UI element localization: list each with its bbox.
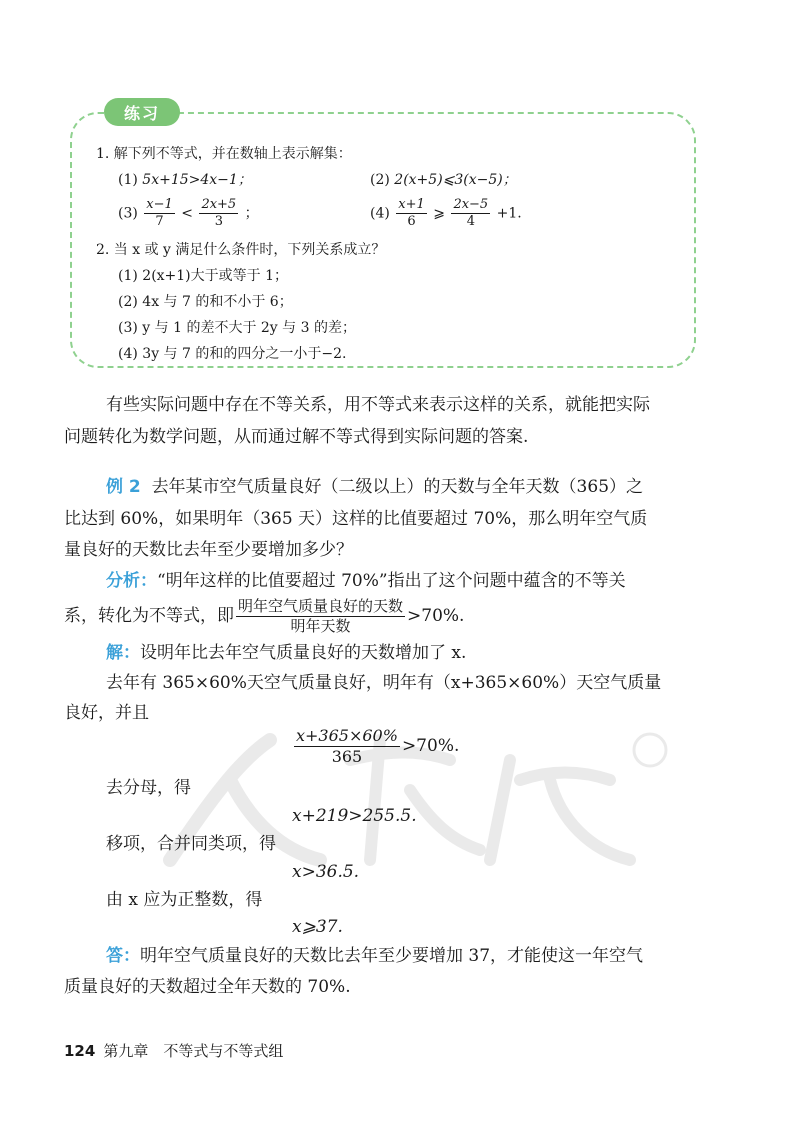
equation-1: $\frac{x+365\times 60\%}{365}$ >70%. xyxy=(296,726,460,766)
publisher-watermark-logo xyxy=(150,720,670,880)
equation-4: x⩾37. xyxy=(292,917,343,937)
solution-step-1: 去分母，得 xyxy=(106,778,191,798)
fraction: $\frac{x+365\times 60\%}{365}$ xyxy=(296,726,398,766)
solution-step-3: 由 x 应为正整数，得 xyxy=(106,890,263,910)
fraction: $\frac{\text{明年空气质量良好的天数}}{\text{明年天数}}$ xyxy=(238,597,404,635)
solution-line-3: 良好，并且 xyxy=(64,703,149,723)
fraction: $\frac{x-1}{7}$ xyxy=(146,197,173,229)
intro-line-2: 问题转化为数学问题，从而通过解不等式得到实际问题的答案. xyxy=(64,427,529,447)
intro-line-1: 有些实际问题中存在不等关系，用不等式来表示这样的关系，就能把实际 xyxy=(106,395,650,415)
exercise-q2-item-4: (4) 3y 与 7 的和的四分之一小于−2. xyxy=(118,346,347,362)
exercise-q2-title: 2. 当 x 或 y 满足什么条件时，下列关系成立？ xyxy=(96,242,386,258)
example-line-3: 量良好的天数比去年至少要增加多少？ xyxy=(64,540,353,560)
solution-line-2: 去年有 365×60%天空气质量良好，明年有（x+365×60%）天空气质量 xyxy=(106,673,662,693)
solution-label: 解： xyxy=(106,643,140,663)
fraction: $\frac{x+1}{6}$ xyxy=(398,197,425,229)
exercise-q1-item-1: (1) 5x+15>4x−1； xyxy=(118,172,252,188)
equation-2: x+219>255.5. xyxy=(292,806,417,826)
equation-3: x>36.5. xyxy=(292,862,360,882)
answer-label: 答： xyxy=(106,946,140,966)
exercise-q2-item-1: (1) 2(x+1)大于或等于 1； xyxy=(118,268,289,284)
answer-line-2: 质量良好的天数超过全年天数的 70%. xyxy=(64,977,351,997)
fraction: $\frac{2x-5}{4}$ xyxy=(453,197,489,229)
solution-step-2: 移项，合并同类项，得 xyxy=(106,834,276,854)
solution-line-1: 解：设明年比去年空气质量良好的天数增加了 x. xyxy=(106,643,467,663)
page-number: 124 xyxy=(64,1042,96,1060)
example-line-2: 比达到 60%，如果明年（365 天）这样的比值要超过 70%，那么明年空气质 xyxy=(64,509,648,529)
exercise-q1-item-2: (2) 2(x+5)⩽3(x−5)； xyxy=(370,172,517,188)
chapter-title: 第九章 不等式与不等式组 xyxy=(103,1042,284,1060)
exercise-q1-item-3: (3) $\frac{x-1}{7}$ < $\frac{2x+5}{3}$ ； xyxy=(118,197,259,229)
exercise-q2-item-2: (2) 4x 与 7 的和不小于 6； xyxy=(118,294,293,310)
exercise-q1-title: 1. 解下列不等式，并在数轴上表示解集： xyxy=(96,146,352,162)
exercise-tab: 练习 xyxy=(104,98,180,126)
exercise-q1-item-4: (4) $\frac{x+1}{6}$ ⩾ $\frac{2x-5}{4}$ +1. xyxy=(370,197,522,229)
example-label: 例 2 xyxy=(106,477,141,497)
answer-line-1: 答：明年空气质量良好的天数比去年至少要增加 37，才能使这一年空气 xyxy=(106,946,644,966)
exercise-q2-item-3: (3) y 与 1 的差不大于 2y 与 3 的差； xyxy=(118,320,356,336)
fraction: $\frac{2x+5}{3}$ xyxy=(201,197,237,229)
analysis-line-2: 系，转化为不等式，即 $\frac{\text{明年空气质量良好的天数}}{\text{明年天数}}$ >70%. xyxy=(64,597,465,635)
analysis-line-1: 分析：“明年这样的比值要超过 70%”指出了这个问题中蕴含的不等关 xyxy=(106,571,626,591)
analysis-label: 分析： xyxy=(106,571,157,591)
page-footer xyxy=(64,1040,283,1061)
example-line-1: 例 2 去年某市空气质量良好（二级以上）的天数与全年天数（365）之 xyxy=(106,477,644,497)
